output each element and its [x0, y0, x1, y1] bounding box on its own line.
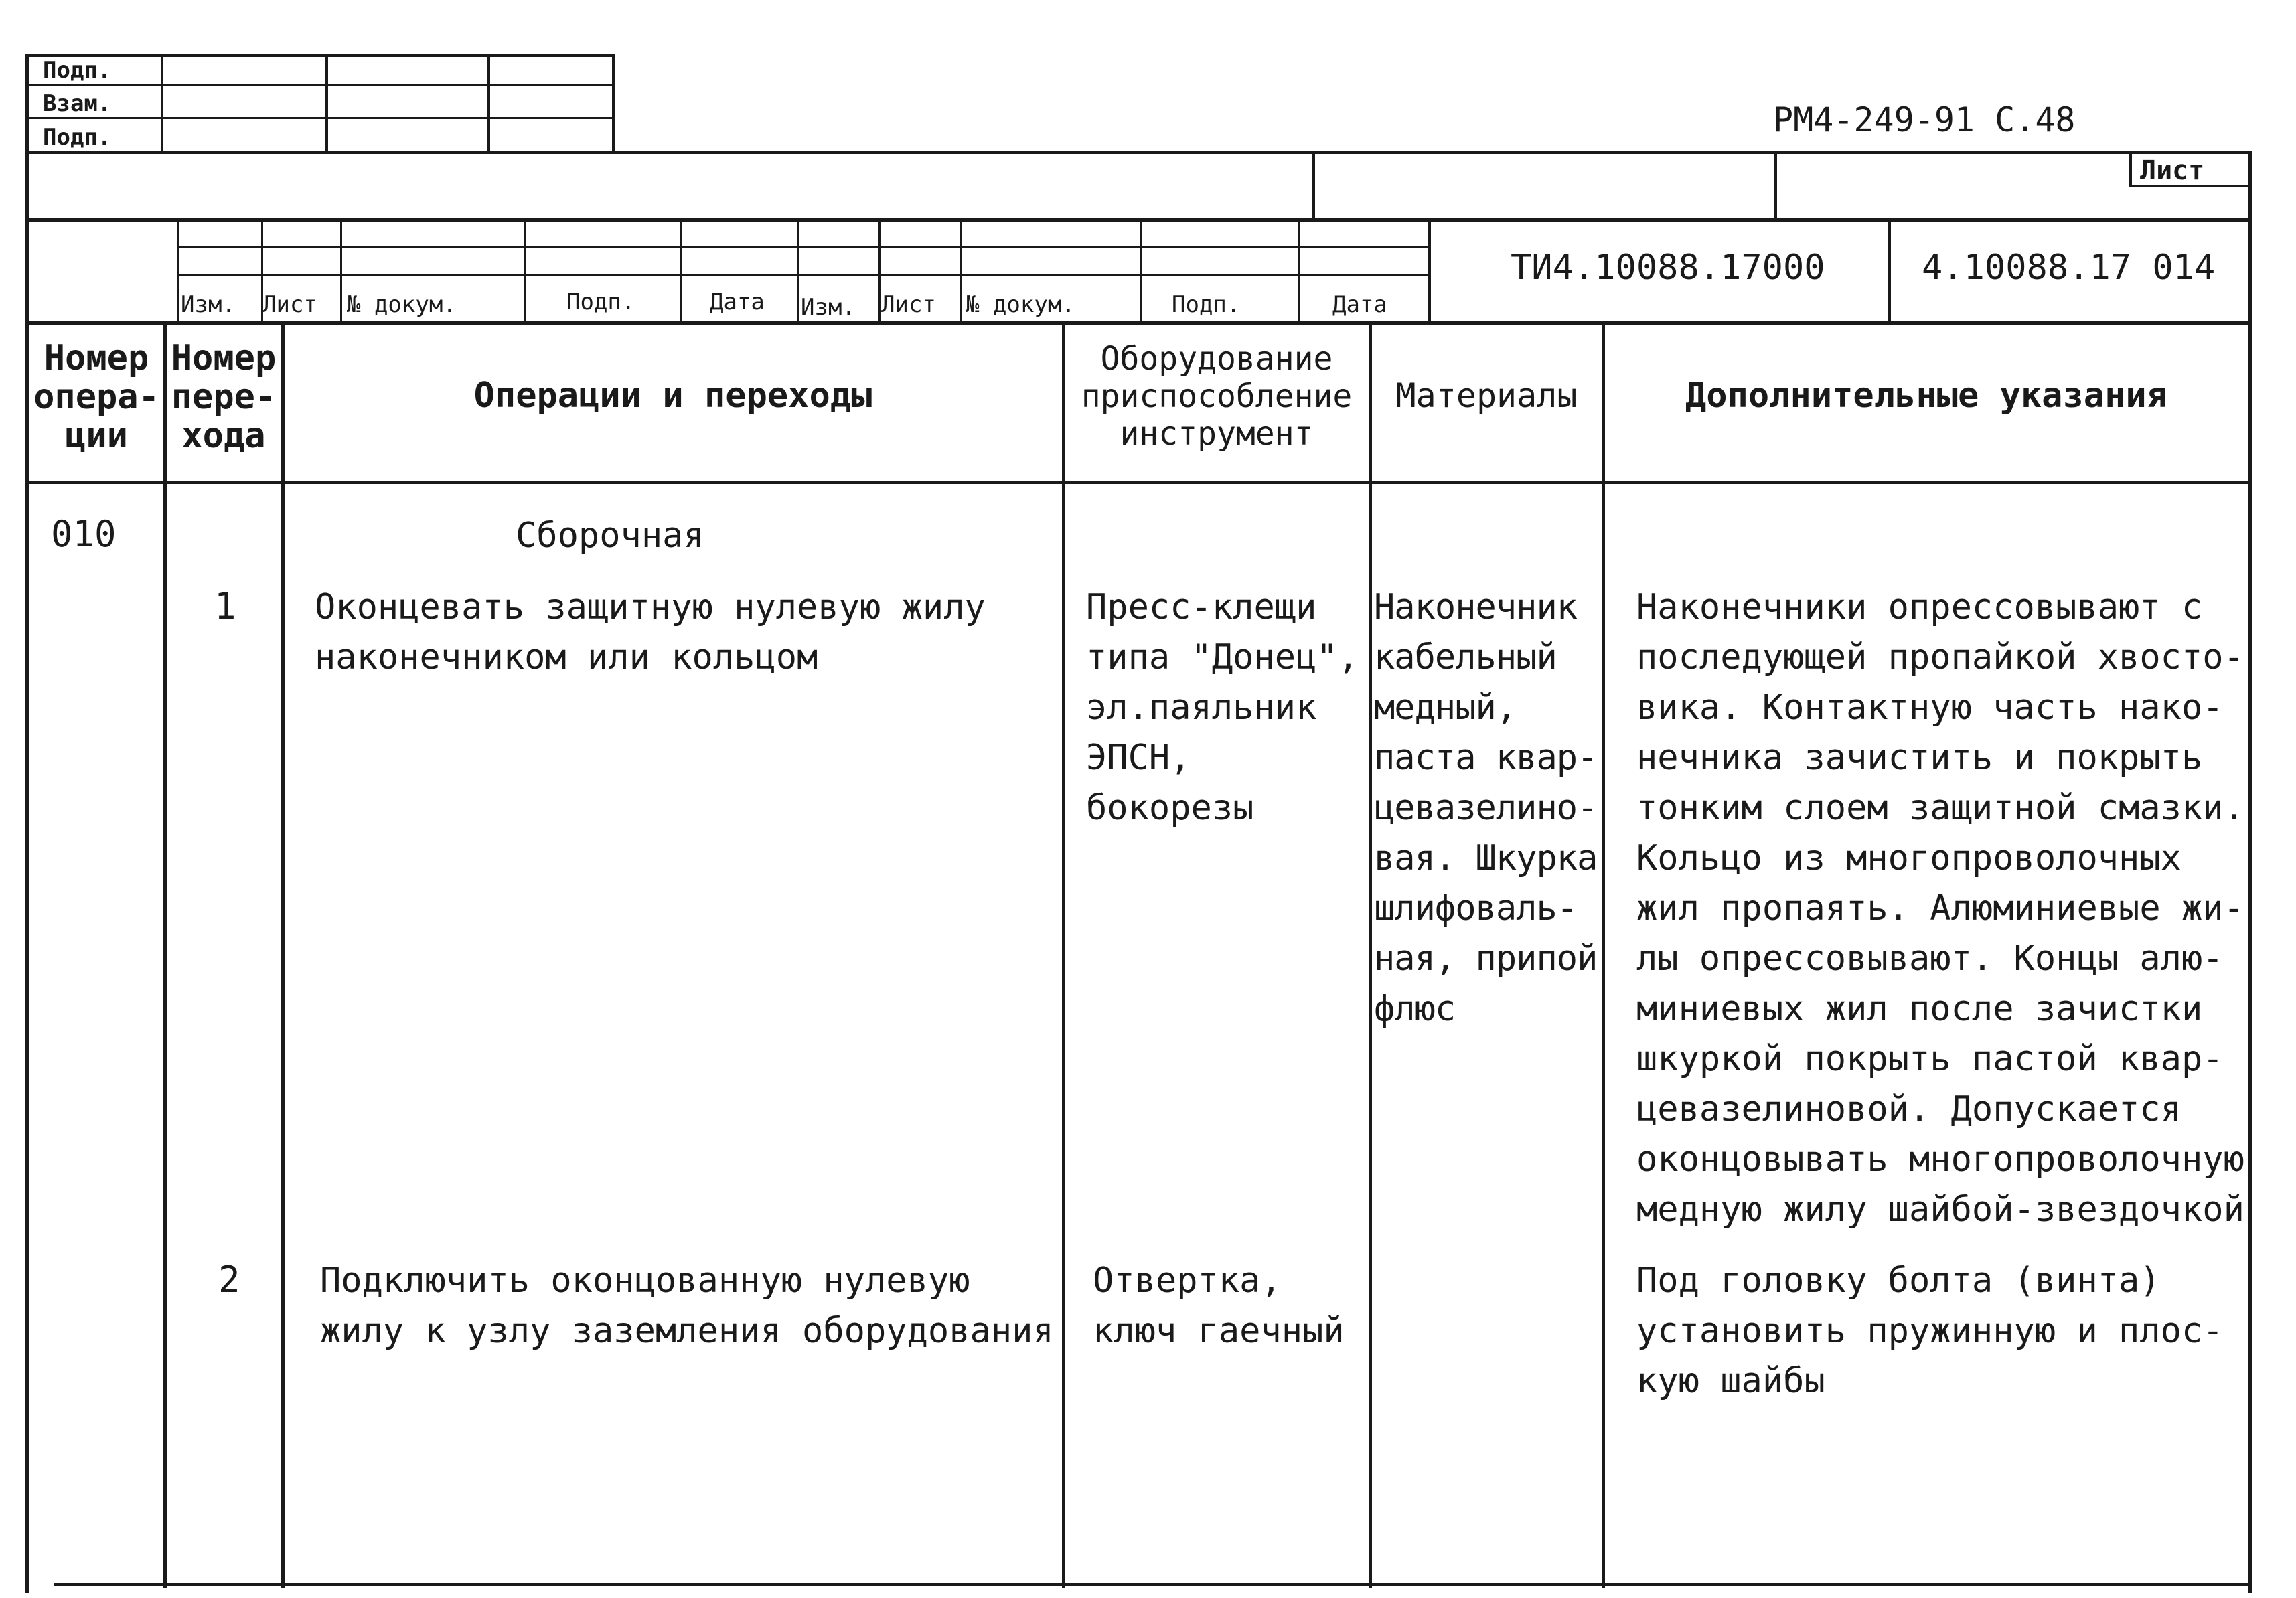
rev-header-docnum-2: № докум. — [966, 291, 1075, 318]
rev-header-sheet: Лист — [262, 291, 317, 318]
col-header-equipment: Оборудование приспособление инструмент — [1081, 340, 1353, 453]
rev-header-date: Дата — [710, 289, 765, 315]
step-2-text: Подключить оконцованную нулевую жилу к узлу заземления оборудования — [320, 1261, 1054, 1351]
stamp-label-replace: Взам. — [43, 90, 112, 117]
rev-header-sign: Подп. — [566, 289, 635, 315]
rev-header-sheet-2: Лист — [881, 291, 936, 318]
col-header-operations: Операции и переходы — [473, 376, 872, 416]
operation-title: Сборочная — [516, 515, 704, 556]
rev-header-date-2: Дата — [1332, 291, 1387, 318]
step-1-text: Оконцевать защитную нулевую жилу наконечником или кольцом — [315, 587, 986, 677]
col-header-op-number: Номер опера- ции — [33, 338, 159, 456]
doc-number-left: ТИ4.10088.17000 — [1511, 248, 1825, 288]
doc-number-right: 4.10088.17 014 — [1922, 248, 2216, 288]
rev-header-docnum: № докум. — [347, 291, 457, 318]
stamp-label-sign2: Подп. — [43, 124, 112, 151]
step-1-notes: Наконечники опрессовывают с последующей пропайкой хвосто- вика. Контактную часть нако- нечника зачистить и покрыть тонким слоем защитной смазки. Кольцо из многопроволочных жил пропаять. Алюминиевые жи- лы опрессовывают. Концы алю- миниевых жил после зачистки шкуркой покрыть пастой квар- цевазелиновой. Допускается оконцовывать многопроволочную медную жилу шайбой-звездочкой — [1636, 587, 2244, 1230]
col-header-materials: Материалы — [1395, 376, 1578, 415]
step-1-equipment: Пресс-клещи типа "Донец", эл.паяльник ЭПСН, бокорезы — [1086, 587, 1359, 828]
step-2-number: 2 — [218, 1259, 240, 1301]
step-2-notes: Под головку болта (винта) установить пружинную и плос- кую шайбы — [1636, 1261, 2224, 1401]
doc-code: РМ4-249-91 С.48 — [1773, 100, 2076, 139]
step-2-equipment: Отвертка, ключ гаечный — [1093, 1261, 1345, 1351]
sheet-label: Лист — [2140, 155, 2205, 186]
col-header-notes: Дополнительные указания — [1685, 376, 2168, 416]
rev-header-sign-2: Подп. — [1172, 291, 1241, 318]
step-1-materials: Наконечник кабельный медный, паста квар- цевазелино- вая. Шкурка шлифоваль- ная, припой флюс — [1374, 587, 1598, 1029]
step-1-number: 1 — [214, 585, 236, 627]
rev-header-change: Изм. — [181, 291, 236, 318]
operation-number: 010 — [51, 513, 117, 555]
rev-header-change-2: Изм. — [801, 294, 856, 321]
col-header-step-number: Номер пере- хода — [171, 338, 277, 456]
stamp-label-sign: Подп. — [43, 57, 112, 84]
